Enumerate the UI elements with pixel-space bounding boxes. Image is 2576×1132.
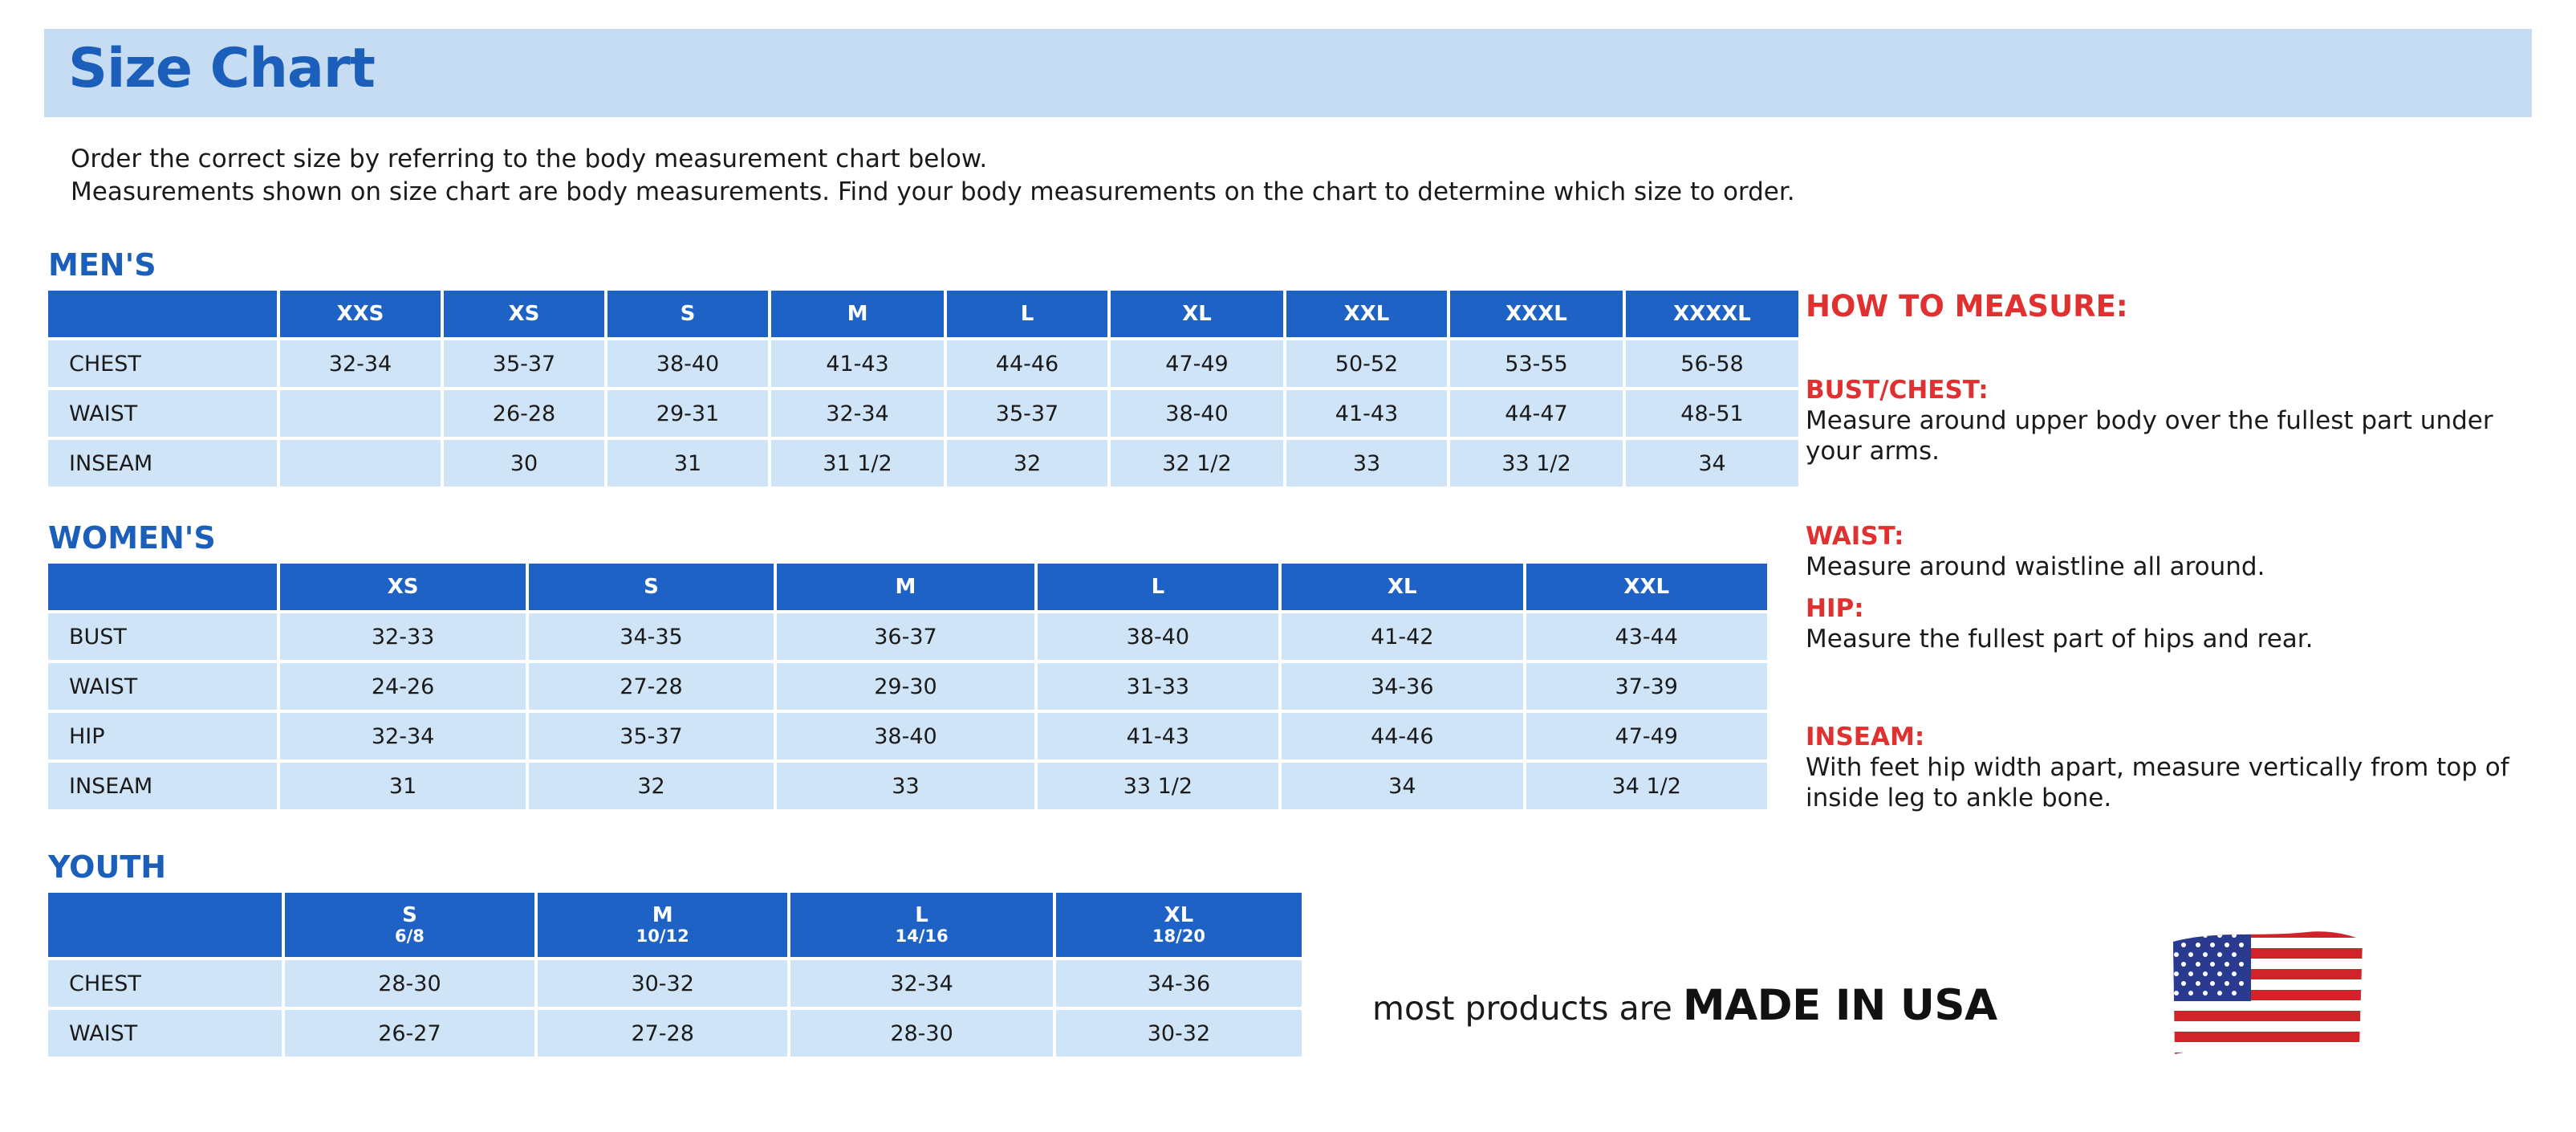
column-header-s: S [529,564,774,610]
cell: 33 1/2 [1038,763,1278,809]
cell: 34 [1626,440,1798,487]
column-header-xl: XL [1282,564,1522,610]
cell: 24-26 [280,663,525,710]
how-to-measure-label: HIP: [1806,594,1864,623]
cell: 31-33 [1038,663,1278,710]
how-to-measure-item-inseam [1806,723,2528,814]
cell: 37-39 [1526,663,1767,710]
intro-line-2: Measurements shown on size chart are body measurements. Find your body measurements on the chart to determine which size to order. [71,177,1795,207]
table-header-row [48,893,1302,957]
intro-line-1: Order the correct size by referring to the body measurement chart below. [71,145,988,173]
column-header-l: L [947,291,1107,337]
how-to-measure-title: HOW TO MEASURE: [1806,289,2128,324]
cell: 48-51 [1626,390,1798,437]
row-label-waist: WAIST [48,390,277,437]
row-label-chest: CHEST [48,340,277,387]
cell: 32-33 [280,613,525,660]
row-label-bust: BUST [48,613,277,660]
youth-size-table [45,890,1305,1060]
cell: 27-28 [538,1010,787,1057]
made-in-usa-prefix: most products are [1372,989,1683,1028]
cell: 38-40 [777,713,1034,759]
column-header-s-main: S [402,903,417,928]
intro-text [71,143,2526,209]
section-heading-mens: MEN'S [48,247,156,283]
column-header-xl-main: XL [1164,903,1194,928]
cell: 41-43 [1286,390,1447,437]
column-header-xxxl: XXXL [1450,291,1623,337]
column-header-xs: XS [280,564,525,610]
section-heading-womens: WOMEN'S [48,520,216,556]
cell: 33 1/2 [1450,440,1623,487]
column-header-m: M [777,564,1034,610]
how-to-measure-label: WAIST: [1806,522,1904,551]
usa-flag-icon [2167,927,2367,1064]
table-corner-cell [48,291,277,337]
how-to-measure-item-waist [1806,522,2528,583]
column-header-s [285,893,534,957]
table-header-row [48,291,1798,337]
cell: 34 1/2 [1526,763,1767,809]
cell: 32 1/2 [1111,440,1283,487]
cell: 38-40 [1038,613,1278,660]
cell: 50-52 [1286,340,1447,387]
made-in-usa-strong: MADE IN USA [1682,981,1997,1030]
cell: 56-58 [1626,340,1798,387]
column-header-xxl: XXL [1286,291,1447,337]
table-corner-cell [48,564,277,610]
cell: 38-40 [1111,390,1283,437]
table-row [48,340,1798,387]
table-row [48,440,1798,487]
table-row [48,713,1767,759]
cell: 41-42 [1282,613,1522,660]
cell: 28-30 [790,1010,1053,1057]
row-label-waist: WAIST [48,663,277,710]
column-header-xxxxl: XXXXL [1626,291,1798,337]
cell: 47-49 [1111,340,1283,387]
column-header-s-sub: 6/8 [394,926,425,946]
cell: 31 [607,440,768,487]
column-header-l-main: L [915,903,928,928]
column-header-m-main: M [652,903,673,928]
table-row [48,663,1767,710]
cell: 34 [1282,763,1522,809]
how-to-measure-text: Measure the fullest part of hips and rear. [1806,625,2314,654]
cell: 35-37 [444,340,604,387]
how-to-measure-text: Measure around waistline all around. [1806,552,2265,581]
header-banner [44,29,2532,117]
cell: 47-49 [1526,713,1767,759]
cell: 26-27 [285,1010,534,1057]
row-label-hip: HIP [48,713,277,759]
column-header-xxl: XXL [1526,564,1767,610]
column-header-m [538,893,787,957]
section-heading-youth: YOUTH [48,849,167,885]
cell: 44-46 [947,340,1107,387]
cell: 34-36 [1056,960,1302,1007]
cell: 31 1/2 [771,440,944,487]
cell: 32-34 [771,390,944,437]
row-label-inseam: INSEAM [48,440,277,487]
cell [280,390,441,437]
cell: 38-40 [607,340,768,387]
column-header-s: S [607,291,768,337]
table-row [48,1010,1302,1057]
page-title: Size Chart [68,37,375,100]
cell: 41-43 [771,340,944,387]
column-header-m: M [771,291,944,337]
table-header-row [48,564,1767,610]
cell: 34-36 [1282,663,1522,710]
table-corner-cell [48,893,282,957]
cell [280,440,441,487]
how-to-measure-text: Measure around upper body over the fullest part under your arms. [1806,406,2493,466]
cell: 30-32 [538,960,787,1007]
column-header-xxs: XXS [280,291,441,337]
cell: 30-32 [1056,1010,1302,1057]
cell: 29-30 [777,663,1034,710]
cell: 41-43 [1038,713,1278,759]
column-header-xs: XS [444,291,604,337]
cell: 26-28 [444,390,604,437]
cell: 32 [947,440,1107,487]
womens-size-table [45,560,1770,812]
table-row [48,390,1798,437]
how-to-measure-text: With feet hip width apart, measure vertically from top of inside leg to ankle bone. [1806,753,2509,812]
mens-size-table [45,287,1802,490]
cell: 32-34 [280,713,525,759]
row-label-inseam: INSEAM [48,763,277,809]
table-row [48,613,1767,660]
row-label-chest: CHEST [48,960,282,1007]
cell: 34-35 [529,613,774,660]
cell: 33 [1286,440,1447,487]
cell: 33 [777,763,1034,809]
cell: 27-28 [529,663,774,710]
column-header-l: L [1038,564,1278,610]
how-to-measure-label: INSEAM: [1806,723,1925,751]
cell: 35-37 [529,713,774,759]
cell: 44-46 [1282,713,1522,759]
made-in-usa-line [1372,981,1997,1030]
cell: 35-37 [947,390,1107,437]
cell: 53-55 [1450,340,1623,387]
column-header-xl [1056,893,1302,957]
cell: 30 [444,440,604,487]
cell: 43-44 [1526,613,1767,660]
column-header-m-sub: 10/12 [636,926,689,946]
cell: 28-30 [285,960,534,1007]
table-row [48,960,1302,1007]
how-to-measure-label: BUST/CHEST: [1806,376,1989,405]
row-label-waist: WAIST [48,1010,282,1057]
how-to-measure-item-bust-chest [1806,376,2528,467]
table-row [48,763,1767,809]
column-header-xl-sub: 18/20 [1152,926,1205,946]
how-to-measure-item-hip [1806,594,2528,655]
cell: 36-37 [777,613,1034,660]
cell: 32-34 [280,340,441,387]
column-header-l-sub: 14/16 [895,926,949,946]
cell: 32 [529,763,774,809]
column-header-l [790,893,1053,957]
cell: 31 [280,763,525,809]
cell: 29-31 [607,390,768,437]
column-header-xl: XL [1111,291,1283,337]
cell: 32-34 [790,960,1053,1007]
cell: 44-47 [1450,390,1623,437]
